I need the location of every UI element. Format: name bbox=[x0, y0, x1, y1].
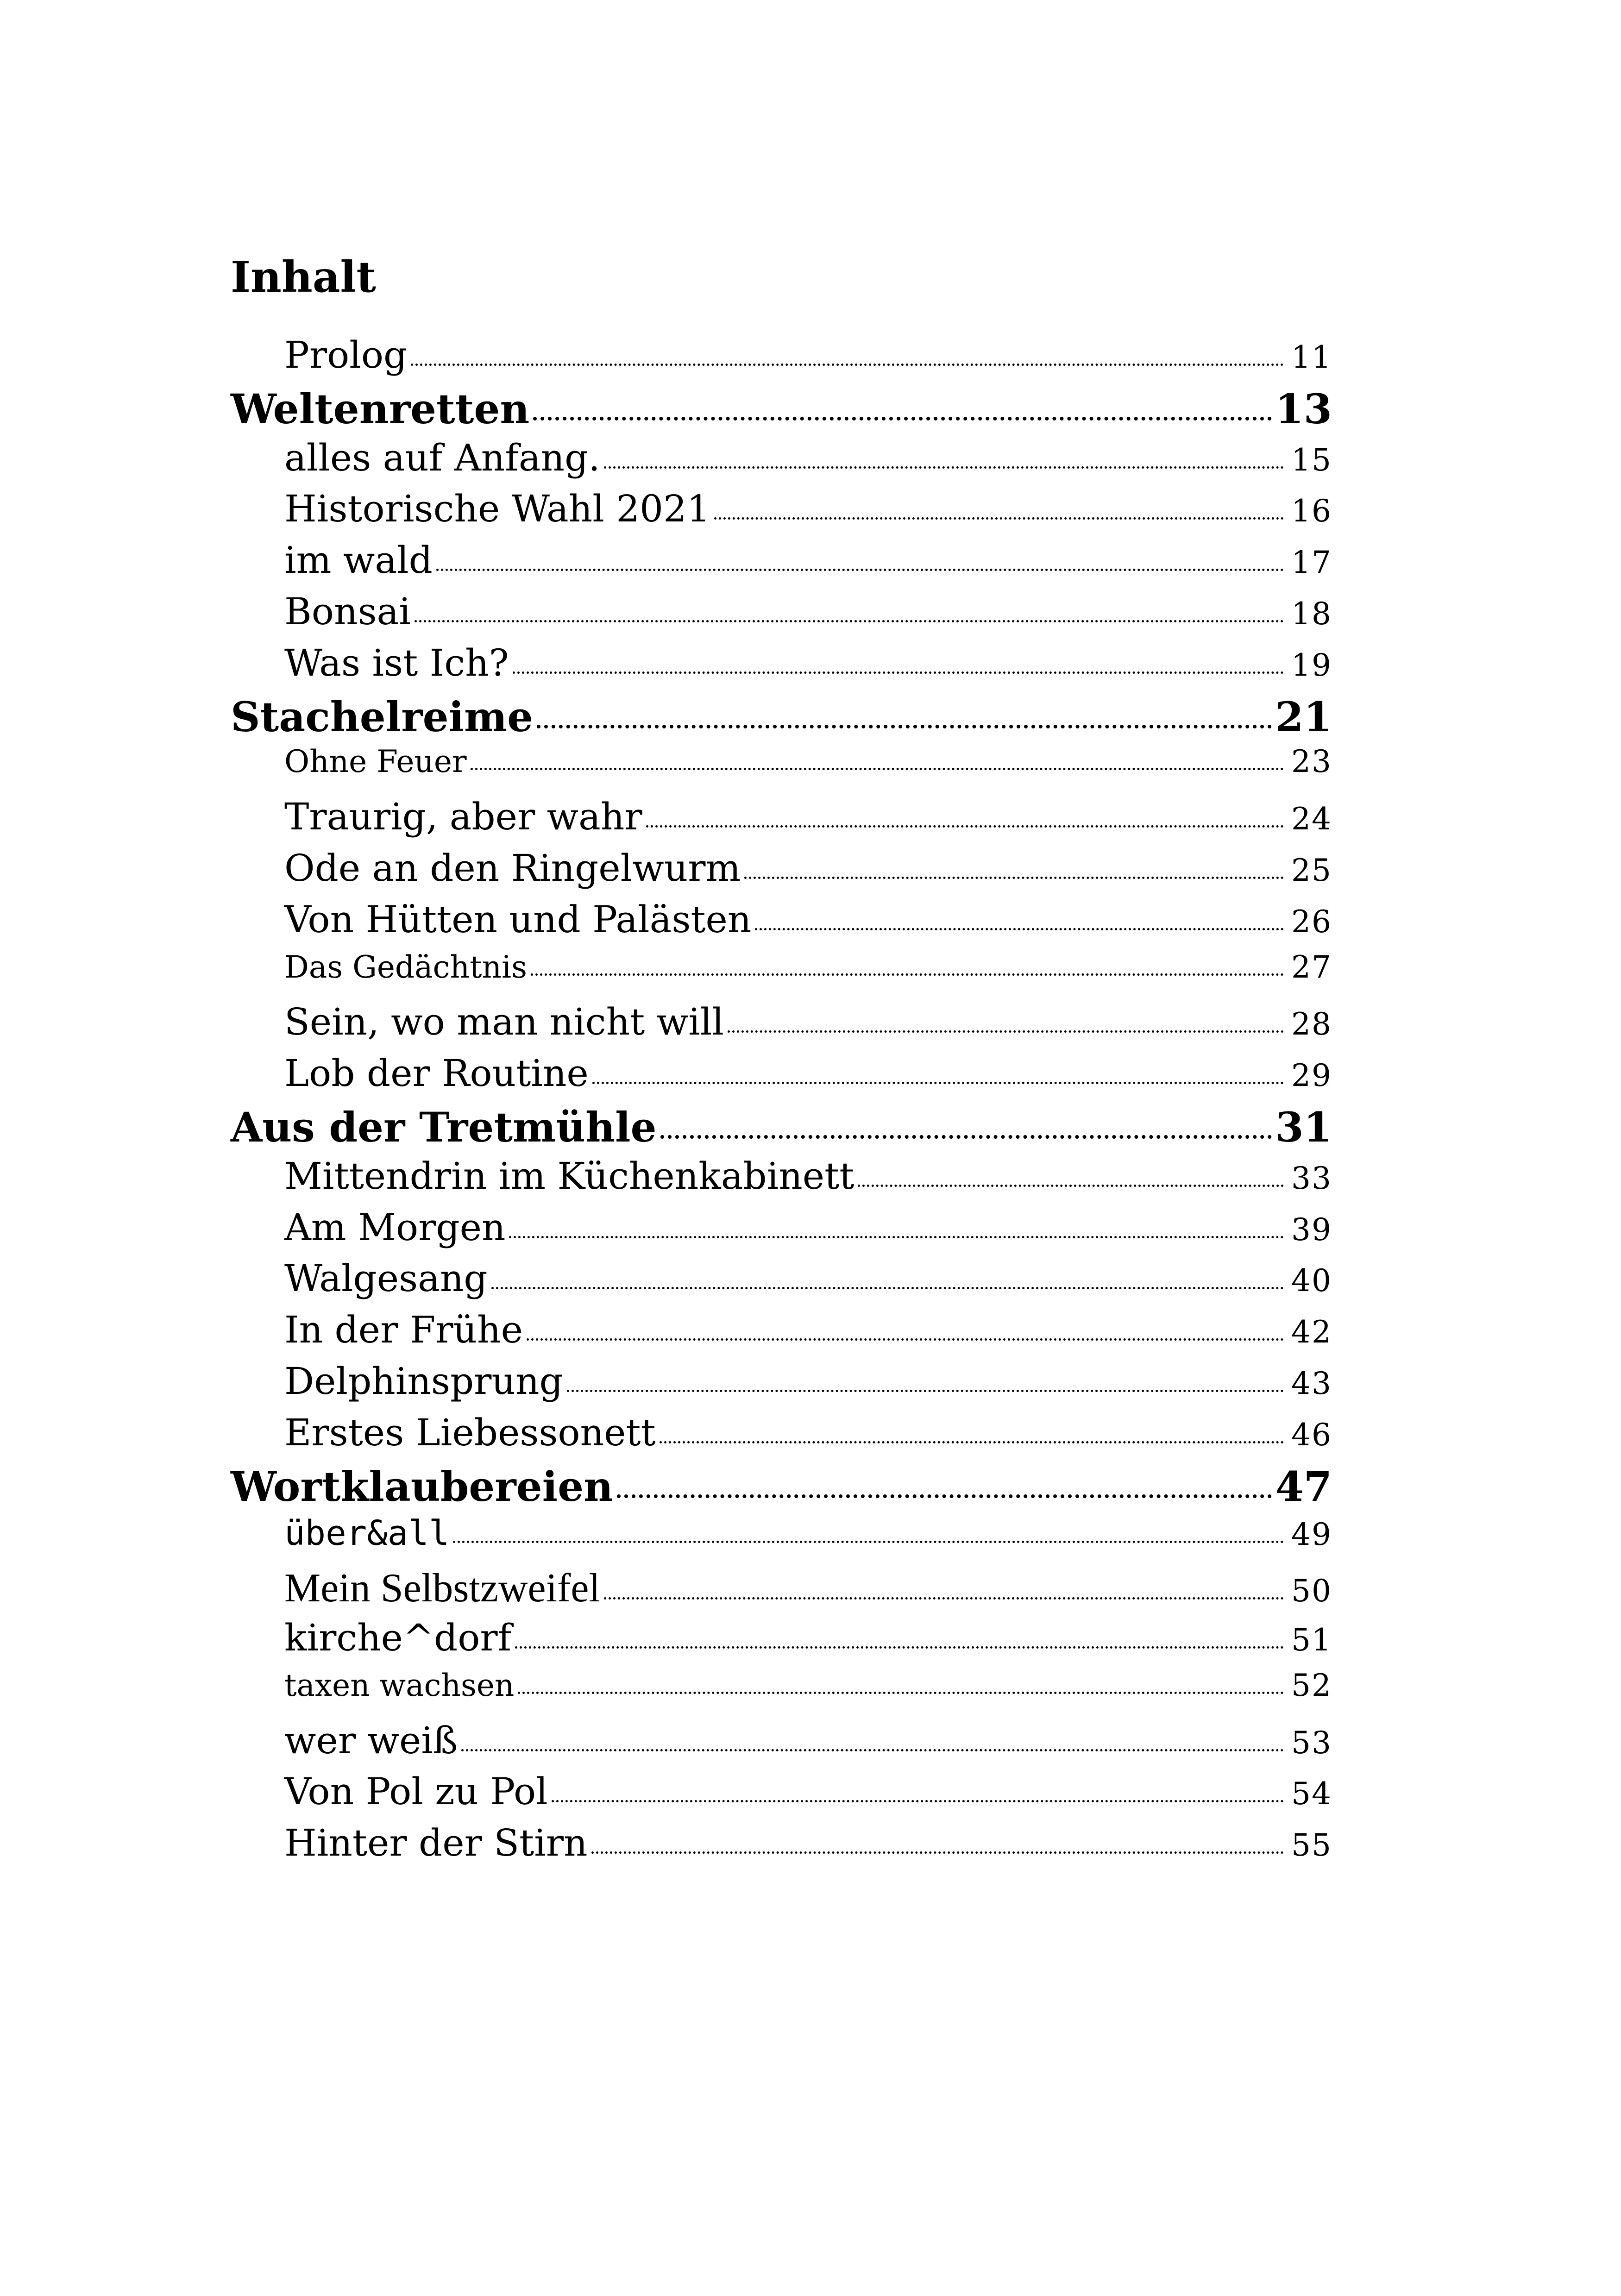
dot-leader bbox=[436, 569, 1284, 571]
toc-page-number: 40 bbox=[1291, 1263, 1332, 1299]
page-title: Inhalt bbox=[231, 251, 376, 302]
dot-leader bbox=[660, 1135, 1272, 1139]
toc-entry-row[interactable] bbox=[231, 1257, 1332, 1308]
dot-leader bbox=[617, 1494, 1272, 1498]
dot-leader bbox=[728, 1030, 1284, 1033]
toc-page-number: 31 bbox=[1275, 1103, 1332, 1151]
dot-leader bbox=[604, 1597, 1284, 1600]
toc-page-number: 11 bbox=[1291, 339, 1332, 375]
dot-leader bbox=[552, 1800, 1284, 1802]
toc-entry-row[interactable] bbox=[231, 898, 1332, 949]
toc-title: Prolog bbox=[284, 333, 408, 376]
toc-page-number: 47 bbox=[1275, 1462, 1332, 1511]
toc-title: Ode an den Ringelwurm bbox=[284, 846, 741, 890]
toc-page-number: 28 bbox=[1291, 1006, 1332, 1042]
dot-leader bbox=[537, 725, 1271, 728]
toc-entry-row[interactable] bbox=[231, 795, 1332, 847]
toc-entry-row[interactable] bbox=[231, 1154, 1332, 1206]
toc-title: kirche^dorf bbox=[284, 1616, 512, 1659]
toc-entry-row[interactable] bbox=[231, 847, 1332, 898]
toc-entry-row[interactable] bbox=[231, 744, 1332, 795]
toc-entry-row[interactable] bbox=[231, 641, 1332, 693]
toc-title: Traurig, aber wahr bbox=[284, 795, 642, 839]
toc-page-number: 51 bbox=[1291, 1622, 1332, 1658]
toc-entry-row[interactable] bbox=[231, 1616, 1332, 1668]
toc-title: Weltenretten bbox=[231, 384, 530, 433]
toc-entry-row[interactable] bbox=[231, 1411, 1332, 1462]
toc-title: Walgesang bbox=[284, 1257, 488, 1300]
toc-title: über&all bbox=[284, 1513, 450, 1554]
dot-leader bbox=[515, 1646, 1284, 1649]
toc-page-number: 13 bbox=[1275, 384, 1332, 433]
toc-entry-row[interactable] bbox=[231, 1770, 1332, 1821]
toc-title: Mittendrin im Küchenkabinett bbox=[284, 1154, 854, 1198]
toc-entry-row[interactable] bbox=[231, 1206, 1332, 1257]
dot-leader bbox=[592, 1082, 1284, 1084]
toc-entry-row[interactable] bbox=[231, 1668, 1332, 1719]
toc-part-row[interactable] bbox=[231, 1462, 1332, 1514]
dot-leader bbox=[858, 1185, 1284, 1187]
toc-page-number: 39 bbox=[1291, 1211, 1332, 1248]
toc-page-number: 55 bbox=[1291, 1827, 1332, 1863]
toc-title: Was ist Ich? bbox=[284, 641, 509, 684]
toc-title: Am Morgen bbox=[284, 1205, 506, 1249]
toc-title: Mein Selbstzweifel bbox=[284, 1566, 600, 1611]
toc-page-number: 42 bbox=[1291, 1314, 1332, 1350]
toc-title: alles auf Anfang. bbox=[284, 436, 600, 479]
toc-entry-row[interactable] bbox=[231, 1000, 1332, 1052]
dot-leader bbox=[491, 1287, 1284, 1289]
toc-entry-row[interactable] bbox=[231, 590, 1332, 641]
dot-leader bbox=[527, 1338, 1284, 1341]
toc-part-row[interactable] bbox=[231, 385, 1332, 436]
toc-title: wer weiß bbox=[284, 1719, 458, 1762]
toc-entry-row[interactable] bbox=[231, 487, 1332, 539]
toc-entry-row[interactable] bbox=[231, 1719, 1332, 1770]
toc-page-number: 24 bbox=[1291, 801, 1332, 837]
dot-leader bbox=[518, 1692, 1284, 1694]
dot-leader bbox=[714, 517, 1284, 520]
toc-page-number: 46 bbox=[1291, 1417, 1332, 1453]
dot-leader bbox=[531, 973, 1284, 976]
toc-title: Historische Wahl 2021 bbox=[284, 487, 710, 531]
toc-title: taxen wachsen bbox=[284, 1667, 515, 1703]
toc-page-number: 23 bbox=[1291, 744, 1332, 780]
toc-entry-row[interactable] bbox=[231, 1308, 1332, 1360]
dot-leader bbox=[415, 620, 1284, 622]
toc-title: Sein, wo man nicht will bbox=[284, 1000, 724, 1044]
dot-leader bbox=[513, 671, 1284, 674]
toc-entry-row[interactable] bbox=[231, 1052, 1332, 1103]
dot-leader bbox=[509, 1236, 1284, 1238]
toc-entry-row[interactable] bbox=[231, 1821, 1332, 1873]
dot-leader bbox=[604, 466, 1284, 469]
toc-title: Von Hütten und Palästen bbox=[284, 897, 752, 941]
toc-title: Wortklaubereien bbox=[231, 1462, 614, 1511]
dot-leader bbox=[471, 768, 1284, 770]
toc-page-number: 52 bbox=[1291, 1667, 1332, 1703]
toc-page-number: 27 bbox=[1291, 949, 1332, 985]
toc-page-number: 54 bbox=[1291, 1776, 1332, 1812]
toc-entry-row[interactable] bbox=[231, 333, 1332, 385]
dot-leader bbox=[567, 1390, 1284, 1392]
toc-title: Von Pol zu Pol bbox=[284, 1770, 548, 1813]
toc-page-number: 33 bbox=[1291, 1160, 1332, 1196]
dot-leader bbox=[755, 928, 1284, 930]
toc-entry-row[interactable] bbox=[231, 1565, 1332, 1616]
toc-page-number: 50 bbox=[1291, 1573, 1332, 1609]
toc-title: In der Frühe bbox=[284, 1308, 523, 1352]
dot-leader bbox=[744, 877, 1284, 879]
toc-page-number: 16 bbox=[1291, 493, 1332, 529]
toc-page-number: 29 bbox=[1291, 1058, 1332, 1094]
toc-entry-row[interactable] bbox=[231, 436, 1332, 488]
toc-page-number: 15 bbox=[1291, 442, 1332, 478]
dot-leader bbox=[533, 417, 1271, 420]
toc-title: Stachelreime bbox=[231, 692, 534, 741]
toc-title: Aus der Tretmühle bbox=[231, 1103, 657, 1151]
toc-title: Ohne Feuer bbox=[284, 744, 467, 780]
toc-page-number: 21 bbox=[1275, 692, 1332, 741]
toc-page-number: 18 bbox=[1291, 596, 1332, 632]
dot-leader bbox=[660, 1441, 1284, 1443]
toc-part-row[interactable] bbox=[231, 1103, 1332, 1154]
dot-leader bbox=[411, 364, 1284, 366]
dot-leader bbox=[461, 1749, 1284, 1751]
toc-title: Das Gedächtnis bbox=[284, 949, 527, 985]
toc-page-number: 43 bbox=[1291, 1365, 1332, 1401]
table-of-contents bbox=[231, 333, 1332, 1873]
toc-entry-row[interactable] bbox=[231, 1360, 1332, 1411]
dot-leader bbox=[591, 1851, 1284, 1854]
toc-title: Lob der Routine bbox=[284, 1052, 589, 1095]
toc-entry-row[interactable] bbox=[231, 539, 1332, 590]
toc-page-number: 53 bbox=[1291, 1725, 1332, 1761]
toc-page-number: 25 bbox=[1291, 852, 1332, 888]
toc-entry-row[interactable] bbox=[231, 1513, 1332, 1565]
dot-leader bbox=[453, 1541, 1284, 1543]
toc-part-row[interactable] bbox=[231, 693, 1332, 744]
toc-page-number: 19 bbox=[1291, 647, 1332, 683]
toc-title: Hinter der Stirn bbox=[284, 1821, 588, 1865]
toc-page-number: 17 bbox=[1291, 545, 1332, 581]
toc-title: im wald bbox=[284, 539, 433, 582]
toc-title: Erstes Liebessonett bbox=[284, 1411, 656, 1454]
dot-leader bbox=[646, 825, 1284, 828]
toc-title: Delphinsprung bbox=[284, 1359, 563, 1403]
toc-page-number: 49 bbox=[1291, 1517, 1332, 1553]
toc-entry-row[interactable] bbox=[231, 949, 1332, 1001]
toc-page-number: 26 bbox=[1291, 903, 1332, 940]
toc-title: Bonsai bbox=[284, 590, 411, 633]
